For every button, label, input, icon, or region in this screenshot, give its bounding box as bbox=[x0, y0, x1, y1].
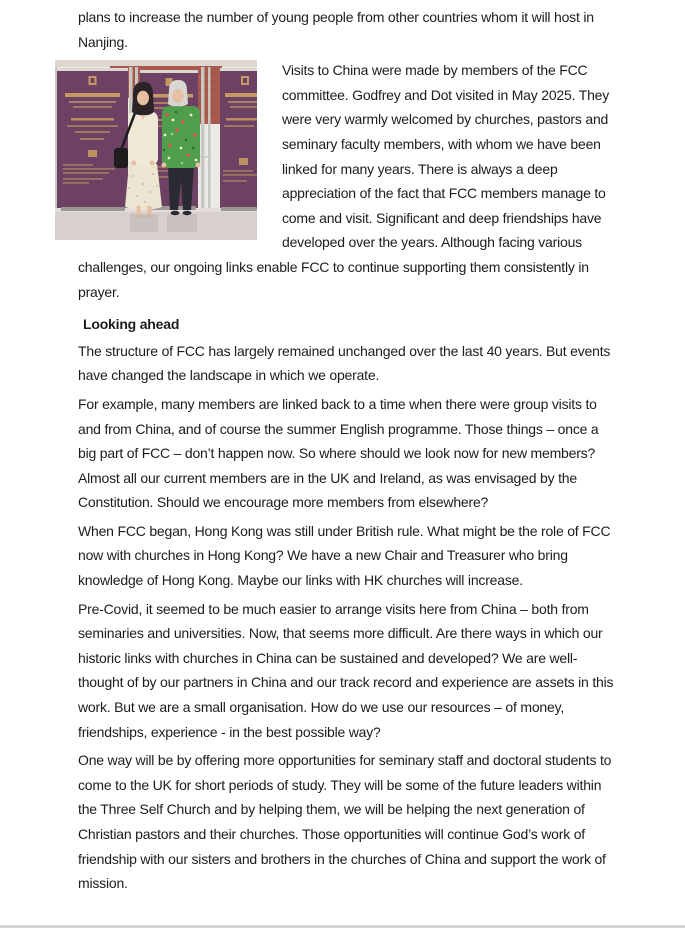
paragraph-opportunities: One way will be by offering more opportunities for seminary staff and doctoral students to come to the UK for short periods of study. They will be some of the future leaders within the Three Self Church and by helping them, we will be helping the next generation of Christian pastors and their churches. Those opportunities will continue God’s work of friendship with our sisters and brothers in the churches of China and support the work of mission. bbox=[78, 752, 612, 892]
paragraph-hong-kong: When FCC began, Hong Kong was still under British rule. What might be the role of FCC now with churches in Hong Kong? We have a new Chair and Treasurer who bring knowledge of Hong Kong. Maybe our links with HK churches will increase. bbox=[78, 522, 611, 589]
floor bbox=[55, 208, 257, 240]
paragraph-structure: The structure of FCC has largely remained unchanged over the last 40 years. But events have changed the landscape in which we operate. bbox=[78, 342, 611, 384]
paragraph-visits: Visits to China were made by members of the FCC committee. Godfrey and Dot visited in May 2025. They were very warmly welcomed by churches, pastors and seminary faculty members, with whom we have been linked for many years. There is always a deep appreciation of the fact that FCC members manage to come and visit. Significant and deep friendships have developed over the years. Although facing various challenges, our ongoing links enable FCC to continue supporting them consistently in prayer. bbox=[78, 62, 610, 300]
heading-looking-ahead: Looking ahead bbox=[83, 316, 180, 333]
paragraph-pre-covid: Pre-Covid, it seemed to be much easier to arrange visits here from China – both from seminaries and universities. Now, that seems more difficult. Are there ways in which our historic links with churches in China can be sustained and developed? We are well-thought of by our partners in China and our track record and experience are assets in this work. But we are a small organisation. How do we use our resources – of money, friendships, experience - in the best possible way? bbox=[78, 600, 614, 740]
photo-illustration bbox=[55, 60, 257, 240]
photo-two-women-banners bbox=[55, 60, 257, 240]
paragraph-intro: plans to increase the number of young people from other countries whom it will host in Nanjing. bbox=[78, 9, 594, 50]
paragraph-membership: For example, many members are linked back to a time when there were group visits to and from China, and of course the summer English programme. Those things – once a big part of FCC – don’t happen now. So where should we look now for new members? Almost all our current members are in the UK and Ireland, as was envisaged by the Constitution. Should we encourage more members from elsewhere? bbox=[78, 395, 599, 511]
banner-left bbox=[57, 68, 128, 212]
top-rail bbox=[55, 60, 257, 67]
banner-right bbox=[220, 68, 257, 212]
